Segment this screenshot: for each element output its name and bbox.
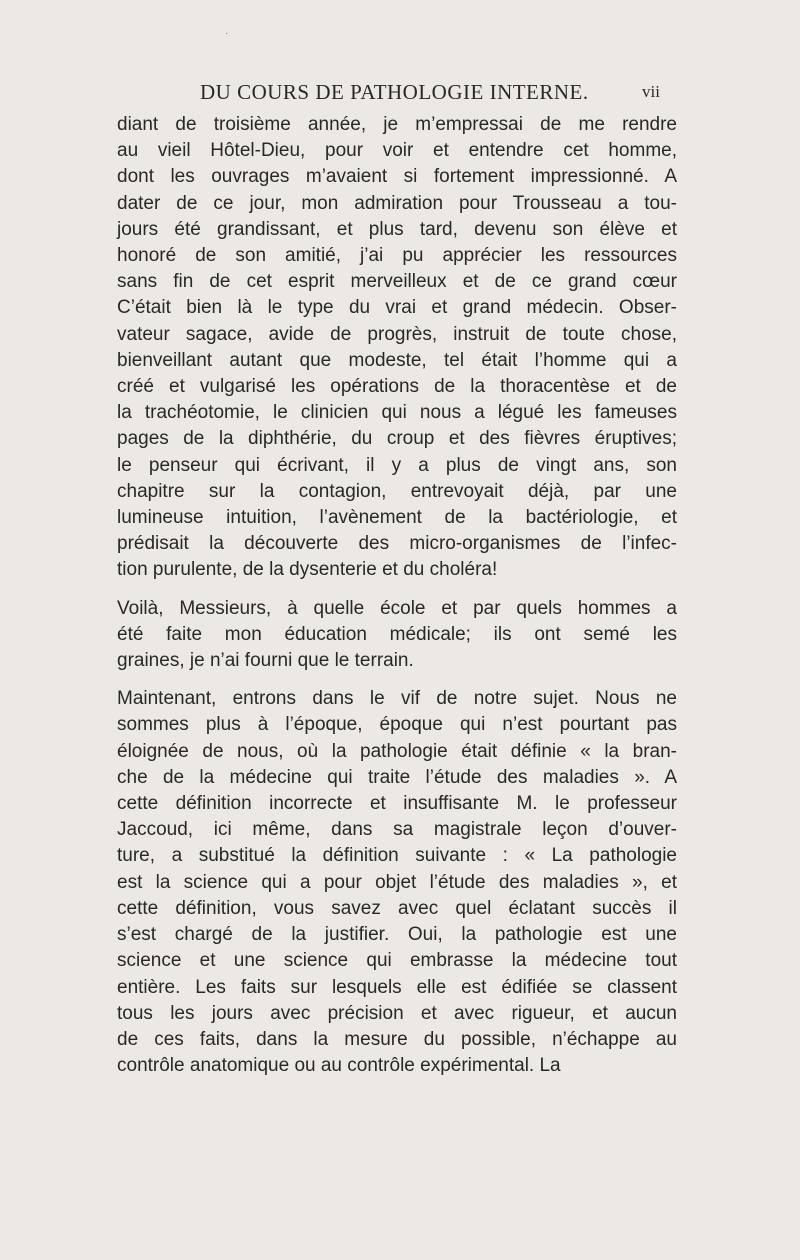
- text-line: s’est chargé de la justifier. Oui, la pathologie est une: [117, 924, 677, 946]
- text-line: sommes plus à l’époque, époque qui n’est pourtant pas: [117, 714, 677, 736]
- text-line: chapitre sur la contagion, entrevoyait déjà, par une: [117, 480, 677, 502]
- text-line: cette définition incorrecte et insuffisante M. le professeur: [117, 793, 677, 815]
- ink-speck: ·: [225, 28, 229, 39]
- text-line: bienveillant autant que modeste, tel était l’homme qui a: [117, 349, 677, 371]
- text-line: tous les jours avec précision et avec rigueur, et aucun: [117, 1002, 677, 1024]
- paragraph-2: [117, 596, 677, 675]
- paragraph-1: [117, 112, 677, 584]
- text-line: de ces faits, dans la mesure du possible, n’échappe au: [117, 1028, 677, 1050]
- text-line: dont les ouvrages m’avaient si fortement impressionné. A: [117, 166, 677, 188]
- text-line: pages de la diphthérie, du croup et des fièvres éruptives;: [117, 428, 677, 450]
- paragraph-3: [117, 686, 677, 1079]
- text-line: dater de ce jour, mon admiration pour Trousseau a tou-: [117, 192, 677, 214]
- running-title: DU COURS DE PATHOLOGIE INTERNE.: [200, 80, 589, 104]
- page-header: [120, 80, 660, 110]
- text-line: diant de troisième année, je m’empressai de me rendre: [117, 114, 677, 135]
- text-line: graines, je n’ai fourni que le terrain.: [117, 650, 414, 672]
- text-line: au vieil Hôtel-Dieu, pour voir et entendre cet homme,: [117, 140, 677, 162]
- text-line: C’était bien là le type du vrai et grand médecin. Obser-: [117, 297, 677, 319]
- text-line: Voilà, Messieurs, à quelle école et par quels hommes a: [117, 597, 677, 619]
- text-line: entière. Les faits sur lesquels elle est édifiée se classent: [117, 976, 677, 998]
- text-line: Jaccoud, ici même, dans sa magistrale leçon d’ouver-: [117, 819, 677, 841]
- page-number: vii: [642, 82, 660, 101]
- text-line: jours été grandissant, et plus tard, devenu son élève et: [117, 218, 677, 240]
- text-line: tion purulente, de la dysenterie et du choléra!: [117, 559, 498, 581]
- text-line: éloignée de nous, où la pathologie était définie « la bran-: [117, 740, 677, 762]
- text-line: science et une science qui embrasse la médecine tout: [117, 950, 677, 972]
- text-line: lumineuse intuition, l’avènement de la bactériologie, et: [117, 507, 677, 529]
- text-line: honoré de son amitié, j’ai pu apprécier les ressources: [117, 245, 677, 267]
- text-line: cette définition, vous savez avec quel éclatant succès il: [117, 897, 677, 919]
- text-line: sans fin de cet esprit merveilleux et de ce grand cœur: [117, 271, 677, 293]
- text-line: contrôle anatomique ou au contrôle expérimental. La: [117, 1055, 561, 1077]
- text-line: vateur sagace, avide de progrès, instruit de toute chose,: [117, 323, 677, 345]
- text-line: che de la médecine qui traite l’étude des maladies ». A: [117, 766, 677, 788]
- text-line: est la science qui a pour objet l’étude des maladies », et: [117, 871, 677, 893]
- text-line: la trachéotomie, le clinicien qui nous a légué les fameuses: [117, 402, 677, 424]
- body-text: [117, 112, 677, 1091]
- text-line: Maintenant, entrons dans le vif de notre sujet. Nous ne: [117, 688, 677, 710]
- text-line: ture, a substitué la définition suivante : « La pathologie: [117, 845, 677, 867]
- text-line: créé et vulgarisé les opérations de la thoracentèse et de: [117, 376, 677, 398]
- text-line: le penseur qui écrivant, il y a plus de vingt ans, son: [117, 454, 677, 476]
- text-line: été faite mon éducation médicale; ils ont semé les: [117, 623, 677, 645]
- text-line: prédisait la découverte des micro-organismes de l’infec-: [117, 533, 677, 555]
